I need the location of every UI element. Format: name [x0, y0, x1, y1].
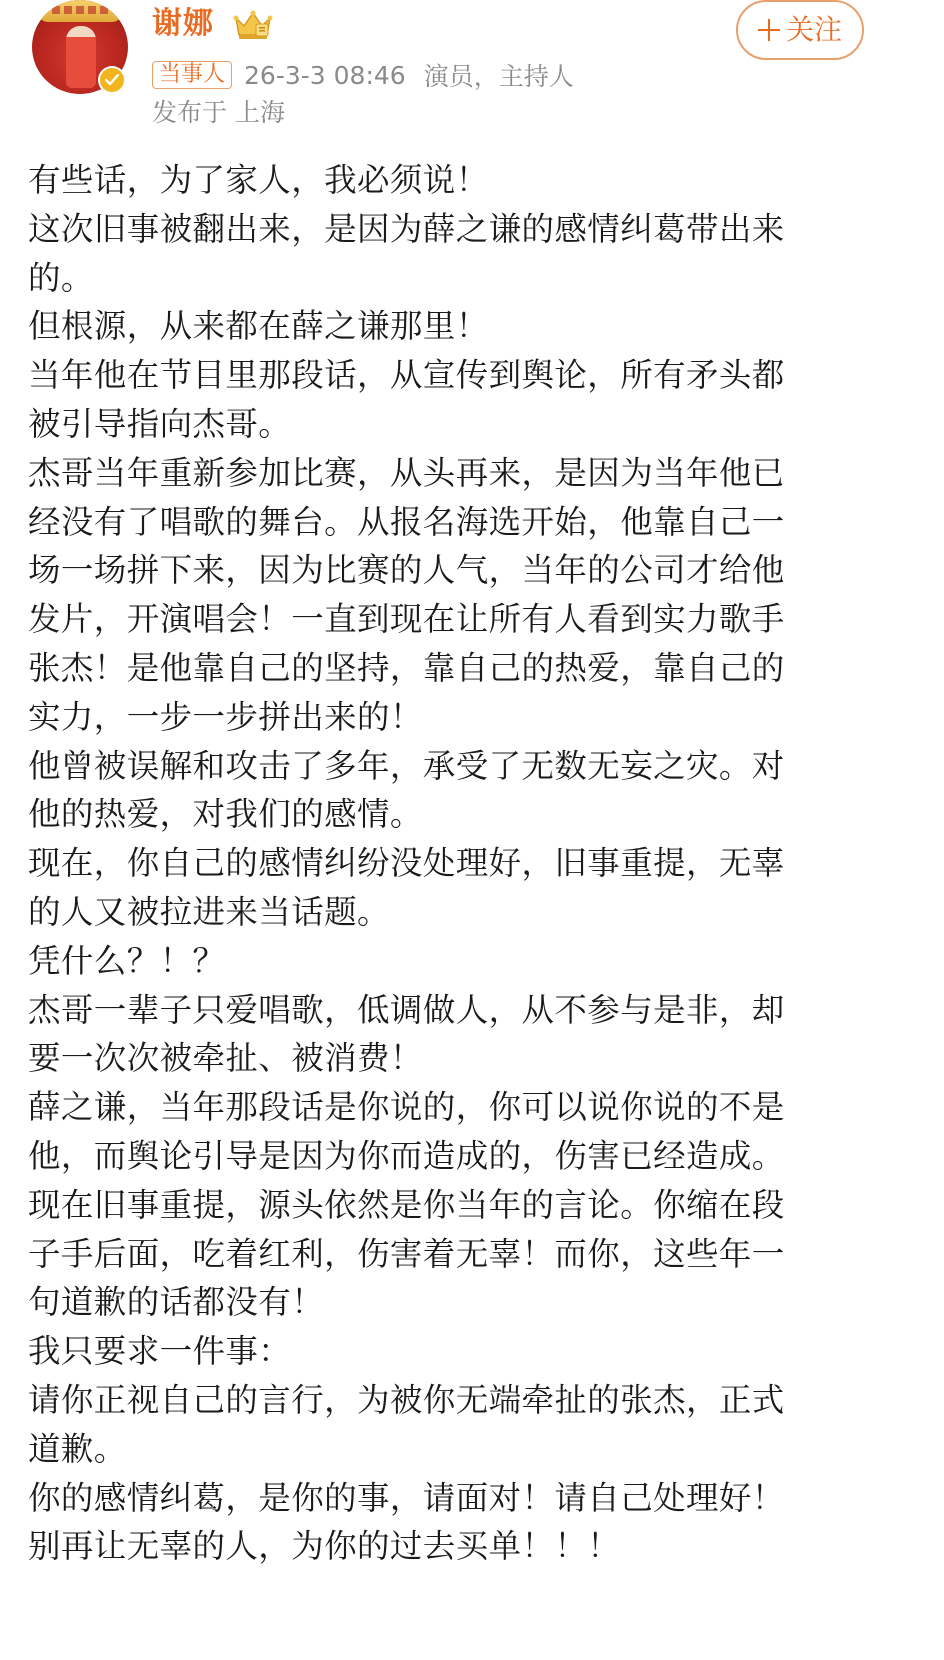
- post-text-line: 别再让无辜的人，为你的过去买单！！！: [28, 1527, 621, 1566]
- author-name[interactable]: 谢娜: [152, 6, 214, 41]
- post-text-line: 现在旧事重提，源头依然是你当年的言论。你缩在段: [28, 1185, 785, 1224]
- post-text-line: 他的热爱，对我们的感情。: [28, 795, 423, 834]
- post-text-line: 你的感情纠葛，是你的事，请面对！请自己处理好！: [28, 1478, 785, 1517]
- author-title: 演员，主持人: [423, 62, 574, 91]
- post-text-line: 经没有了唱歌的舞台。从报名海选开始，他靠自己一: [28, 502, 785, 541]
- post-text-line: 张杰！是他靠自己的坚持，靠自己的热爱，靠自己的: [28, 648, 785, 687]
- post-text-line: 句道歉的话都没有！: [28, 1283, 325, 1322]
- post-text-line: 他，而舆论引导是因为你而造成的，伤害已经造成。: [28, 1136, 785, 1175]
- post-text-line: 当年他在节目里那段话，从宣传到舆论，所有矛头都: [28, 356, 785, 395]
- post-text-line: 场一场拼下来，因为比赛的人气，当年的公司才给他: [28, 551, 785, 590]
- post-location: 发布于 上海: [152, 98, 285, 127]
- post-text-line: 凭什么？！？: [28, 941, 226, 980]
- post-text-line: 有些话，为了家人，我必须说！: [28, 161, 489, 199]
- verified-badge-icon: [98, 66, 126, 94]
- post-text-line: 但根源，从来都在薛之谦那里！: [28, 307, 489, 346]
- post-text-line: 道歉。: [28, 1429, 127, 1468]
- post-body: [28, 156, 874, 1571]
- post-text-line: 这次旧事被翻出来，是因为薛之谦的感情纠葛带出来: [28, 209, 785, 248]
- avatar-banner: [38, 0, 122, 22]
- post-text-line: 现在，你自己的感情纠纷没处理好，旧事重提，无辜: [28, 844, 785, 883]
- post-text-line: 杰哥当年重新参加比赛，从头再来，是因为当年他已: [28, 453, 785, 492]
- post-text-line: 请你正视自己的言行，为被你无端牵扯的张杰，正式: [28, 1380, 785, 1419]
- post-header: [0, 0, 944, 140]
- post-text-line: 被引导指向杰哥。: [28, 404, 292, 443]
- meta-row: [152, 58, 574, 92]
- post-text-line: 杰哥一辈子只爱唱歌，低调做人，从不参与是非，却: [28, 990, 785, 1029]
- post-text-line: 他曾被误解和攻击了多年，承受了无数无妄之灾。对: [28, 746, 785, 785]
- crown-icon: [232, 8, 274, 42]
- post-text-line: 薛之谦，当年那段话是你说的，你可以说你说的不是: [28, 1088, 785, 1127]
- post-timestamp: 26-3-3 08:46: [244, 60, 406, 90]
- post-text-line: 要一次次被牵扯、被消费！: [28, 1039, 423, 1078]
- post-text-line: 子手后面，吃着红利，伤害着无辜！而你，这些年一: [28, 1234, 785, 1273]
- follow-button[interactable]: [736, 0, 864, 60]
- post-text-line: 我只要求一件事：: [28, 1332, 292, 1371]
- post-text-line: 的。: [28, 258, 94, 297]
- plus-icon: [758, 19, 780, 41]
- party-badge: 当事人: [152, 61, 232, 89]
- post-text-line: 发片，开演唱会！一直到现在让所有人看到实力歌手: [28, 600, 785, 639]
- follow-label: 关注: [785, 13, 842, 46]
- avatar-figure: [66, 26, 96, 88]
- post-text-line: 的人又被拉进来当话题。: [28, 892, 390, 931]
- post-text-line: 实力，一步一步拼出来的！: [28, 697, 423, 736]
